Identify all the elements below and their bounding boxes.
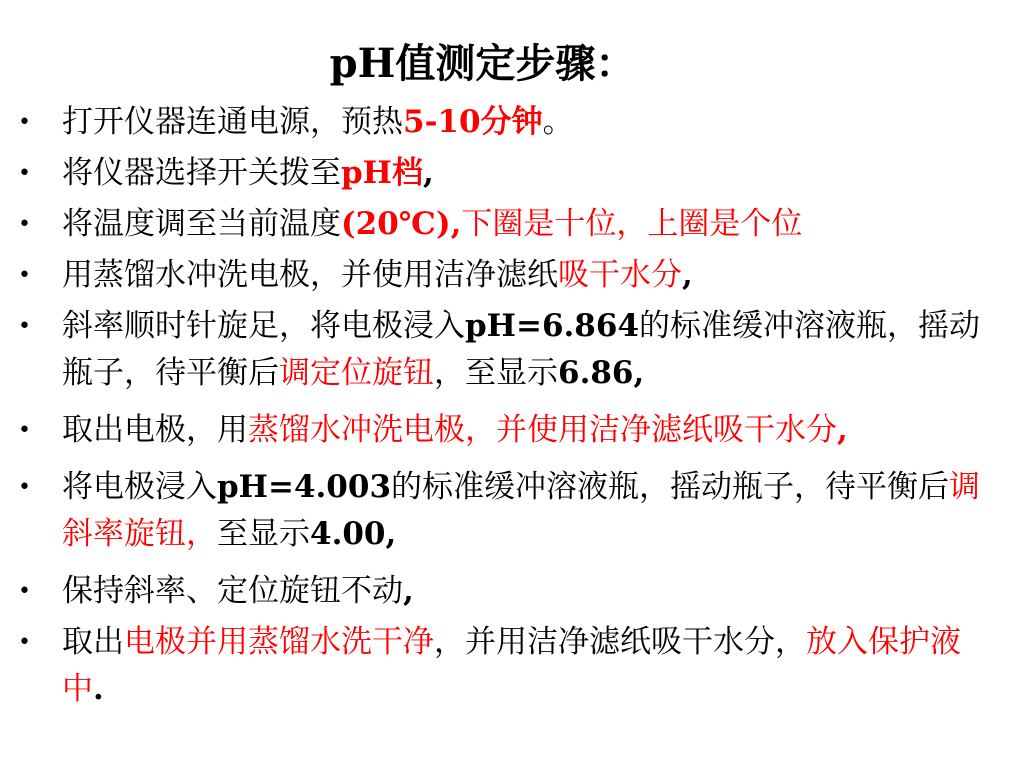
step-text-part: ，并用洁净滤纸吸干水分，	[434, 624, 806, 660]
step-highlight: 吸干水分	[558, 257, 682, 293]
step-item	[0, 407, 1024, 454]
step-text	[62, 155, 434, 191]
bullet-icon: •	[18, 263, 31, 288]
step-text-part: 斜率顺时针旋足，将电极浸入	[62, 308, 465, 344]
step-text	[62, 624, 961, 707]
step-text-part: 保持斜率、定位旋钮不动	[62, 573, 403, 609]
step-highlight: 5-10分钟	[403, 104, 543, 140]
step-text-part: .	[93, 671, 104, 707]
slide-title: pH值测定步骤：	[329, 40, 636, 87]
step-highlight: ,	[837, 412, 848, 448]
bullet-icon: •	[18, 418, 31, 443]
bullet-icon: •	[18, 630, 31, 655]
step-text-part: 用蒸馏水冲洗电极，并使用洁净滤纸	[62, 257, 558, 293]
step-value: pH=6.864	[465, 308, 640, 344]
step-text-part: 取出	[62, 624, 124, 660]
step-highlight: 电极并用蒸馏水洗干净	[124, 624, 434, 660]
step-text-part: 将电极浸入	[62, 469, 217, 505]
step-text	[62, 104, 574, 140]
steps-list	[0, 99, 1024, 717]
step-item	[0, 150, 1024, 197]
step-value: pH=4.003	[217, 469, 392, 505]
step-highlight: (20℃),	[341, 206, 462, 242]
step-text-part: 的标准缓冲溶液瓶，摇动瓶子，待平衡后	[391, 469, 950, 505]
step-text-part: 打开仪器连通电源，预热	[62, 104, 403, 140]
step-item	[0, 99, 1024, 146]
step-text-part: 。	[542, 104, 574, 140]
step-text	[62, 573, 414, 609]
step-item	[0, 464, 1024, 558]
step-highlight: 蒸馏水冲洗电极，并使用洁净滤纸吸干水分	[248, 412, 837, 448]
step-text-part: ,	[403, 573, 414, 609]
bullet-icon: •	[18, 161, 31, 186]
step-item	[0, 201, 1024, 248]
step-highlight: 下圈是十位，上圈是个位	[461, 206, 803, 242]
step-text	[62, 206, 802, 242]
bullet-icon: •	[18, 212, 31, 237]
step-highlight: 调斜率旋钮，	[62, 469, 981, 552]
step-value: 4.00,	[310, 516, 397, 552]
step-text-part: 将仪器选择开关拨至	[62, 155, 341, 191]
step-highlight: 调定位旋钮	[279, 355, 434, 391]
step-text	[62, 308, 980, 391]
step-text-part: 至显示	[217, 516, 310, 552]
bullet-icon: •	[18, 579, 31, 604]
step-item	[0, 252, 1024, 299]
step-highlight: 放入保护液中	[62, 624, 961, 707]
step-item	[0, 619, 1024, 713]
bullet-icon: •	[18, 475, 31, 500]
step-text	[62, 469, 980, 552]
step-text-part: 的标准缓冲溶液瓶，摇动瓶子，待平衡后	[62, 308, 981, 391]
step-text-part: ，至显示	[434, 355, 558, 391]
step-item	[0, 568, 1024, 615]
step-item	[0, 303, 1024, 397]
step-text	[62, 412, 848, 448]
step-text-part: 将温度调至当前温度	[62, 206, 341, 242]
step-text-part: ,	[682, 257, 693, 293]
step-text-part: 取出电极，用	[62, 412, 248, 448]
step-highlight: pH档	[341, 155, 423, 191]
step-text-part: ,	[422, 155, 434, 191]
step-value: 6.86,	[558, 355, 645, 391]
bullet-icon: •	[18, 314, 31, 339]
bullet-icon: •	[18, 110, 31, 135]
step-text	[62, 257, 693, 293]
